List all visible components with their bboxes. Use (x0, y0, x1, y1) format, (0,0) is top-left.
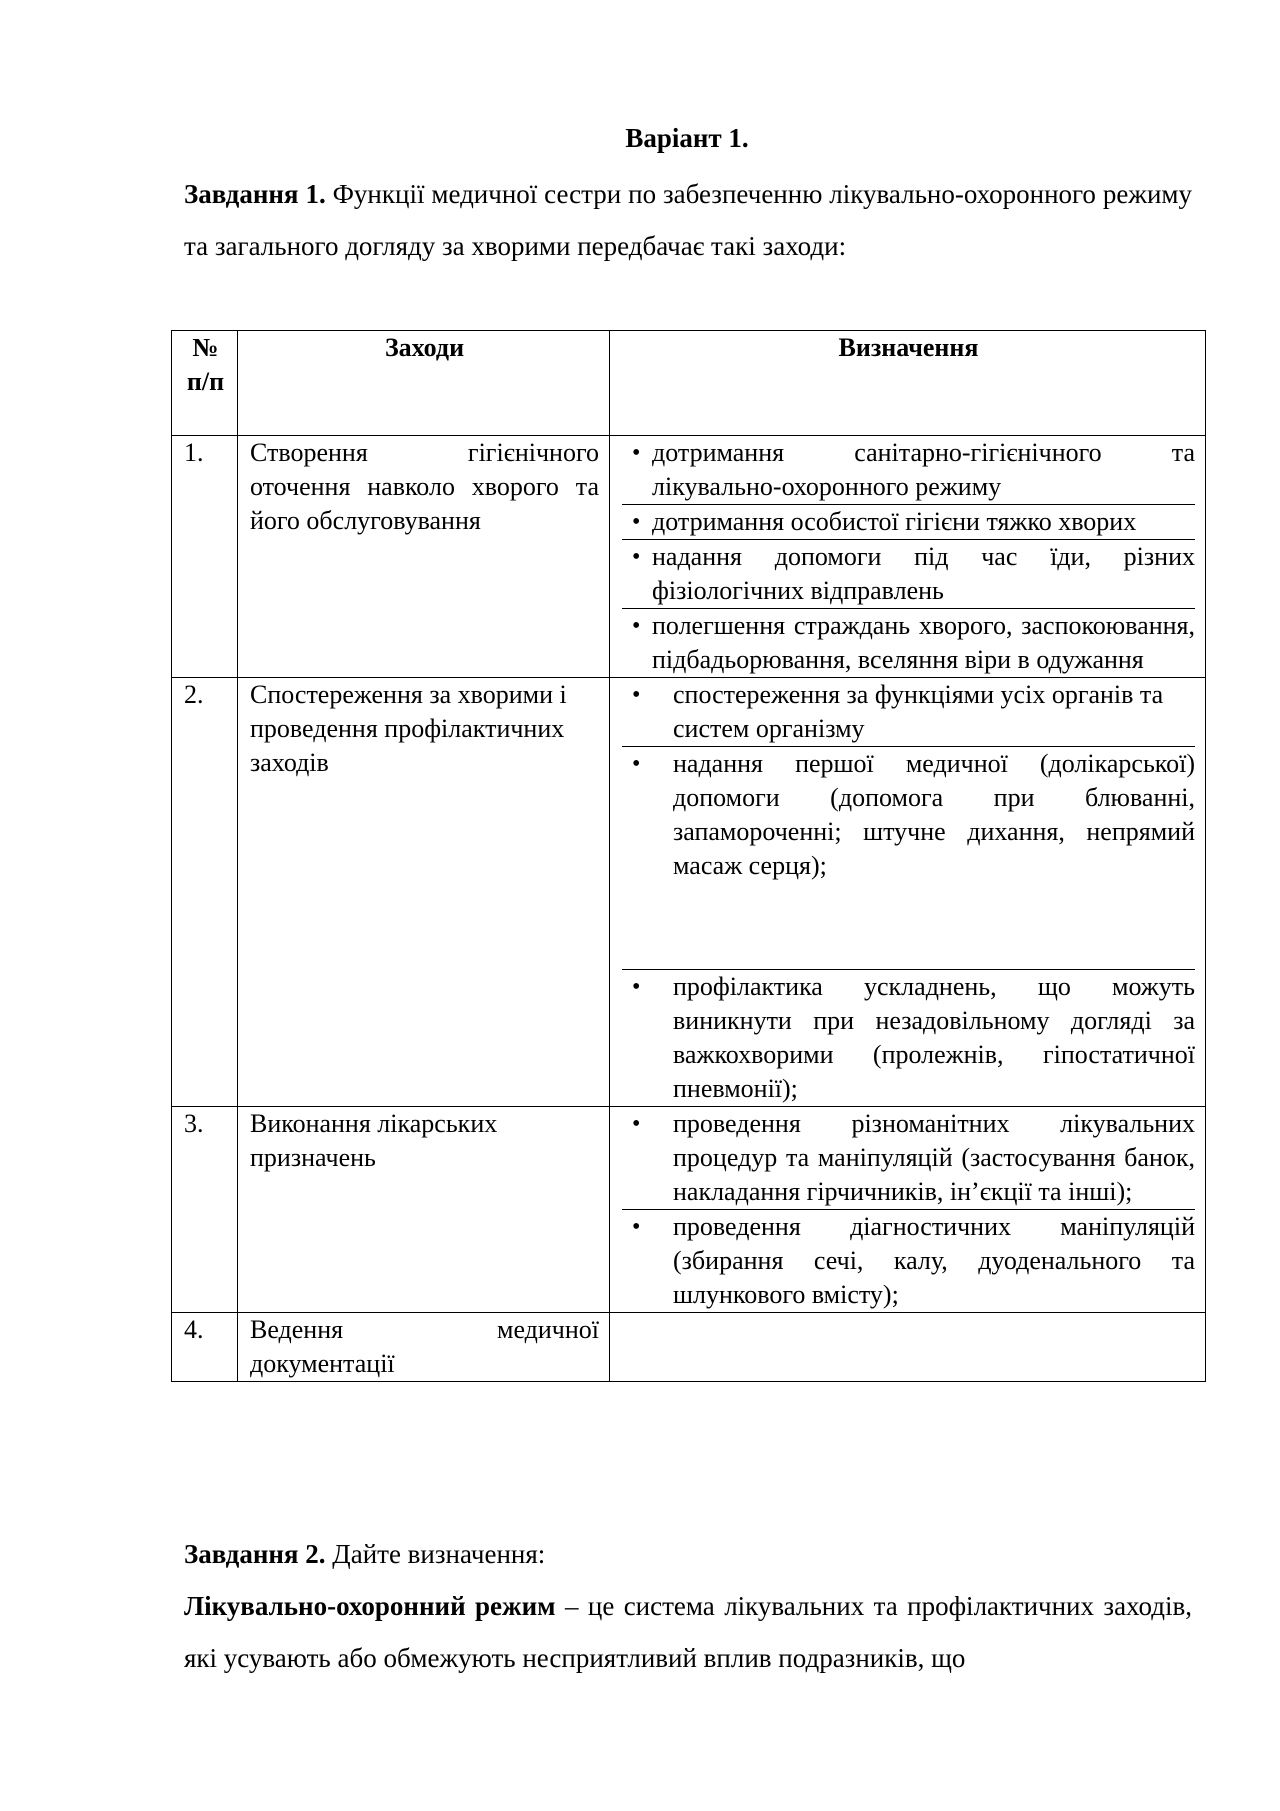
row-definition-empty (610, 1313, 1206, 1382)
bullet-icon: • (632, 974, 641, 1000)
task1-paragraph (184, 168, 1192, 272)
table-row (172, 436, 1206, 678)
task1-text: Функції медичної сестри по забезпеченню лікувально-охоронного режиму та загального догляду за хворими передбачає такі заходи: (184, 179, 1192, 261)
bullet-icon: • (632, 751, 641, 777)
definition-item-text: дотримання санітарно-гігієнічного та лікувально-охоронного режиму (652, 438, 1195, 501)
row-definition (610, 678, 1206, 1107)
definition-item-text: надання першої медичної (долікарської) допомоги (допомога при блюванні, запамороченні; штучне дихання, непрямий масаж серця); (673, 749, 1195, 880)
definition-item (622, 505, 1195, 540)
definition-item (622, 609, 1195, 677)
header-num: № п/п (172, 331, 238, 436)
definition-item-text: спостереження за функціями усіх органів та систем організму (673, 680, 1164, 743)
row-definition (610, 436, 1206, 678)
header-measures: Заходи (238, 331, 610, 436)
definition-item (622, 970, 1195, 1106)
bullet-icon: • (632, 682, 641, 708)
definition-term: Лікувально-охоронний режим (184, 1591, 556, 1621)
definition-text: – це система лікувальних та профілактичних заходів, які усувають або обмежують несприятливий вплив подразників, що (184, 1591, 1192, 1673)
bullet-icon: • (632, 544, 641, 570)
row-number: 4. (172, 1313, 238, 1382)
bullet-icon: • (632, 613, 641, 639)
definition-item (622, 747, 1195, 970)
row-number: 3. (172, 1107, 238, 1313)
bullet-icon: • (632, 1111, 641, 1137)
definition-item (622, 436, 1195, 505)
task2-paragraph (184, 1528, 1192, 1580)
task2-text: Дайте визначення: (325, 1539, 546, 1569)
definition-item-text: дотримання особистої гігієни тяжко хворих (652, 507, 1137, 536)
row-definition (610, 1107, 1206, 1313)
table-header-row (172, 331, 1206, 436)
row-measure: Виконання лікарських призначень (238, 1107, 610, 1313)
definition-paragraph (184, 1580, 1192, 1684)
definition-item-text: проведення діагностичних маніпуляцій (збирання сечі, калу, дуоденального та шлункового вмісту); (673, 1212, 1195, 1309)
row-measure: Ведення медичної документації (238, 1313, 610, 1382)
definition-item-text: проведення різноманітних лікувальних процедур та маніпуляцій (застосування банок, накладання гірчичників, ін’єкції та інші); (673, 1109, 1195, 1206)
row-number: 1. (172, 436, 238, 678)
bullet-icon: • (632, 509, 641, 535)
blank-space (673, 883, 1195, 969)
task2-label: Завдання 2. (184, 1539, 326, 1569)
bullet-icon: • (632, 1214, 641, 1240)
bullet-icon: • (632, 440, 641, 466)
row-measure: Спостереження за хворими і проведення профілактичних заходів (238, 678, 610, 1107)
row-measure: Створення гігієнічного оточення навколо хворого та його обслуговування (238, 436, 610, 678)
variant-title: Варіант 1. (625, 123, 749, 153)
definition-item-text: полегшення страждань хворого, заспокоювання, підбадьорювання, вселяння віри в одужання (652, 611, 1195, 674)
definition-item (622, 678, 1195, 747)
table-row (172, 1107, 1206, 1313)
measures-table (171, 330, 1206, 1382)
definition-item (622, 540, 1195, 609)
row-number: 2. (172, 678, 238, 1107)
definition-item-text: профілактика ускладнень, що можуть виникнути при незадовільному догляді за важкохворими (пролежнів, гіпостатичної пневмонії); (673, 972, 1195, 1103)
definition-item-text: надання допомоги під час їди, різних фізіологічних відправлень (652, 542, 1195, 605)
header-definition: Визначення (610, 331, 1206, 436)
task1-label: Завдання 1. (184, 179, 326, 209)
definition-item (622, 1210, 1195, 1312)
definition-item (622, 1107, 1195, 1210)
table-row (172, 678, 1206, 1107)
table-row (172, 1313, 1206, 1382)
